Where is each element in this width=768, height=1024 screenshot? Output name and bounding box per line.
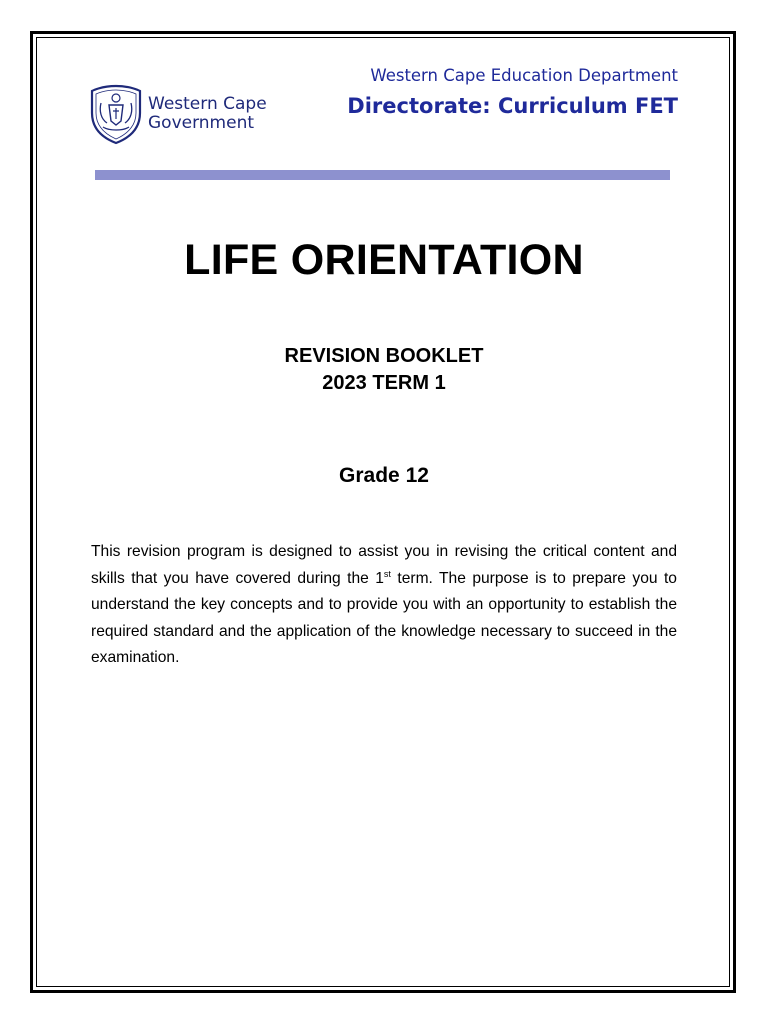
western-cape-government-logo — [89, 83, 267, 145]
directorate-name: Directorate: Curriculum FET — [347, 94, 678, 118]
page-title: LIFE ORIENTATION — [184, 236, 584, 284]
subtitle-line2: 2023 TERM 1 — [322, 372, 446, 394]
intro-text-end: term. The purpose is to prepare you to understand the key concepts and to provide you with an opportunity to establish the required standard and the application of the knowledge necessary to succeed in the examination. — [91, 569, 677, 666]
intro-ordinal-suffix: st — [383, 568, 391, 579]
intro-paragraph — [91, 539, 677, 672]
logo-org-line2: Government — [148, 113, 255, 133]
subtitle-line1: REVISION BOOKLET — [284, 345, 484, 367]
booklet-subtitle — [0, 343, 768, 397]
intro-text-start: This revision program is designed to assist you in revising the critical content and skills that you have covered during the 1 — [91, 543, 677, 587]
coat-of-arms-icon — [89, 83, 143, 145]
logo-wordmark — [148, 95, 267, 133]
logo-org-line1: Western Cape — [148, 94, 267, 114]
header-divider — [95, 170, 670, 180]
department-header — [347, 65, 678, 121]
department-name: Western Cape Education Department — [370, 66, 678, 85]
grade-label: Grade 12 — [339, 464, 429, 487]
